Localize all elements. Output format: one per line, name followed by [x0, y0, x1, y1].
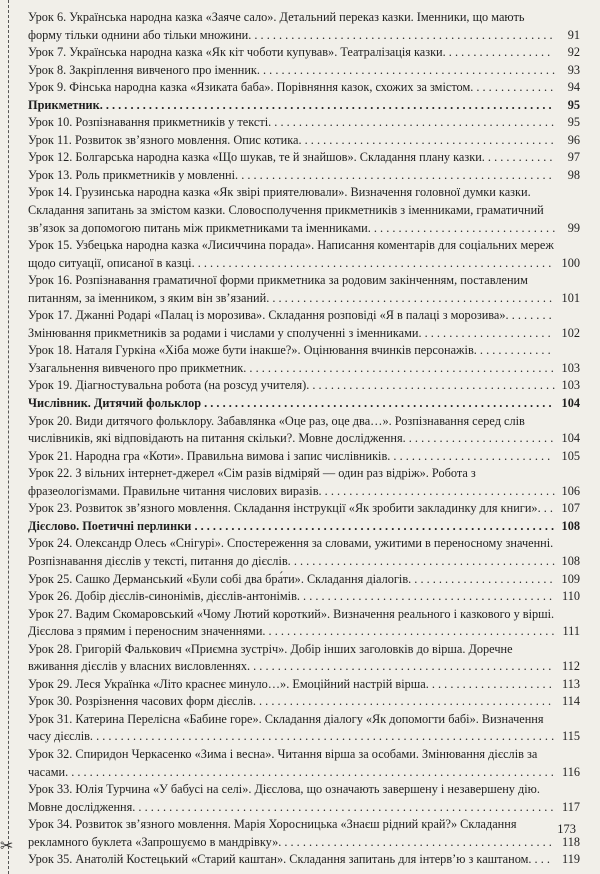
toc-entry: [28, 184, 580, 237]
toc-entry-page: 116: [562, 764, 580, 779]
toc-entry-page: 95: [567, 97, 580, 112]
toc-entry-page: 117: [562, 799, 580, 814]
toc-entry-page: 107: [561, 501, 580, 516]
toc-entry: [28, 851, 580, 869]
toc-entry-page: 100: [561, 255, 580, 270]
toc-entry-page: 101: [561, 290, 580, 305]
toc-entry-title: Узагальнення вивченого про прикметник. . . .: [28, 360, 556, 378]
toc-entry-title: Урок 28. Григорій Фалькович «Приємна зустріч». Добір інших заголовків до вірша. Доречне вживання дієслів у власних висловленнях. . . .: [28, 641, 556, 676]
toc-entry-page: 93: [567, 62, 580, 77]
toc-entry: [28, 641, 580, 676]
scissors-icon: ✂: [0, 836, 14, 855]
toc-entry-page: 109: [561, 571, 580, 586]
toc-entry-page: 92: [567, 45, 580, 60]
toc-entry-title: Урок 33. Юлія Турчина «У бабусі на селі». Дієслова, що означають завершену і незавершену дію. Мовне дослідження. . . .: [28, 781, 556, 816]
toc-entry-title: Урок 9. Фінська народна казка «Язиката баба». Порівняння казок, схожих за змістом. . . .: [28, 79, 556, 97]
toc-entry-title: Урок 6. Українська народна казка «Заяче сало». Детальний переказ казки. Іменники, що мають форму тільки однини або тільки множини. . . .: [28, 9, 556, 44]
toc-entry-page: 103: [561, 360, 580, 375]
toc-entry-title: Урок 16. Розпізнавання граматичної форми прикметника за родовим закінченням, поставленим питанням, за іменником, з яким він зв’язаний. . . .: [28, 272, 556, 307]
toc-entry-title: Урок 21. Народна гра «Коти». Правильна вимова і запис числівників. . . .: [28, 448, 556, 466]
toc-entry-title: Урок 26. Добір дієслів-синонімів, дієслів-антонімів. . . .: [28, 588, 556, 606]
toc-entry: [28, 44, 580, 62]
toc-entry-page: 119: [562, 852, 580, 867]
page-number: 173: [557, 822, 576, 836]
toc-entry-title: Урок 35. Анатолій Костецький «Старий каштан». Складання запитань для інтерв’ю з каштаном. . . .: [28, 851, 556, 869]
toc-entry-page: 102: [561, 325, 580, 340]
toc-entry: [28, 448, 580, 466]
toc-entry-page: 99: [567, 220, 580, 235]
toc-section-heading: [28, 395, 580, 413]
toc-entry: [28, 342, 580, 360]
toc-entry-title: Урок 8. Закріплення вивченого про іменник. . . .: [28, 62, 556, 80]
toc-entry: [28, 816, 580, 851]
toc-entry: [28, 746, 580, 781]
toc-entry: [28, 79, 580, 97]
toc-entry-page: 104: [561, 431, 580, 446]
toc-entry-title: Змінювання прикметників за родами і числами у сполученні з іменниками. . . .: [28, 325, 556, 343]
toc-entry-title: Урок 19. Діагностувальна робота (на розсуд учителя). . . .: [28, 377, 556, 395]
cut-line: [8, 0, 9, 874]
toc-entry-title: Дієслово. Поетичні перлинки . . .: [28, 518, 556, 536]
toc-entry-title: Урок 12. Болгарська народна казка «Що шукав, те й знайшов». Складання плану казки. . . .: [28, 149, 556, 167]
toc-entry-title: Урок 30. Розрізнення часових форм дієслів. . . .: [28, 693, 556, 711]
toc-entry-title: Урок 14. Грузинська народна казка «Як звірі приятелювали». Визначення головної думки казки. Складання запитань за змістом казки. Словосполучення прикметників з іменниками, граматичний зв’язок за допомогою питань між прикметниками та іменниками. . . .: [28, 184, 556, 237]
toc-entry: [28, 711, 580, 746]
toc-entry-page: 108: [561, 518, 580, 533]
toc-entry-title: Урок 24. Олександр Олесь «Снігурі». Спостереження за словами, ужитими в переносному значенні. Розпізнавання дієслів у тексті, питання до дієслів. . . .: [28, 535, 556, 570]
toc-entry: [28, 500, 580, 518]
toc-entry-title: Урок 22. З вільних інтернет-джерел «Сім разів відміряй — один раз відріж». Робота з фразеологізмами. Правильне читання числових виразів. . . .: [28, 465, 556, 500]
toc-entry-page: 111: [562, 624, 580, 639]
toc-entry-page: 114: [562, 694, 580, 709]
toc-entry: [28, 588, 580, 606]
toc-entry: [28, 149, 580, 167]
toc-entry-title: Урок 34. Розвиток зв’язного мовлення. Марія Хоросницька «Знаєш рідний край?» Складання рекламного буклета «Запрошуємо в мандрівку». . . .: [28, 816, 556, 851]
toc-entry: [28, 535, 580, 570]
toc-entry-page: 104: [561, 396, 580, 411]
toc-entry-page: 113: [562, 676, 580, 691]
toc-entry-title: Урок 20. Види дитячого фольклору. Забавлянка «Оце раз, оце два…». Розпізнавання серед слів числівників, які відповідають на питання скільки?. Мовне дослідження. . . .: [28, 413, 556, 448]
toc-entry-page: 110: [562, 589, 580, 604]
toc-entry: [28, 272, 580, 307]
toc-entry-page: 106: [561, 483, 580, 498]
toc-entry-title: Урок 23. Розвиток зв’язного мовлення. Складання інструкції «Як зробити закладинку для книги». . . .: [28, 500, 556, 518]
toc-entry-title: Урок 32. Спиридон Черкасенко «Зима і весна». Читання вірша за особами. Змінювання дієслів за часами. . . .: [28, 746, 556, 781]
toc-entry-title: Урок 18. Наталя Гуркіна «Хіба може бути інакше?». Оцінювання вчинків персонажів. . . .: [28, 342, 556, 360]
toc-entry-title: Числівник. Дитячий фольклор . . .: [28, 395, 556, 413]
toc-entry-title: Урок 25. Сашко Дерманський «Були собі два бра́ти». Складання діалогів. . . .: [28, 571, 556, 589]
toc-entry-title: Урок 17. Джанні Родарі «Палац із морозива». Складання розповіді «Я в палаці з морозива». . . .: [28, 307, 556, 325]
toc-entry-title: Урок 7. Українська народна казка «Як кіт чоботи купував». Театралізація казки. . . .: [28, 44, 556, 62]
toc-entry-page: 115: [562, 729, 580, 744]
toc-entry-title: Прикметник. . . .: [28, 97, 556, 115]
toc-entry: [28, 413, 580, 448]
toc-entry: [28, 167, 580, 185]
toc-entry: [28, 237, 580, 272]
toc-entry-title: Урок 31. Катерина Перелісна «Бабине горе». Складання діалогу «Як допомогти бабі». Визначення часу дієслів. . . .: [28, 711, 556, 746]
toc-entry-page: 108: [561, 553, 580, 568]
toc-entry-page: 95: [567, 115, 580, 130]
toc-entry: [28, 571, 580, 589]
toc-entry: [28, 62, 580, 80]
toc-entry: [28, 307, 580, 325]
toc-entry: [28, 781, 580, 816]
toc-entry-page: 96: [567, 132, 580, 147]
toc-entry-page: 98: [567, 167, 580, 182]
toc-entry-page: 97: [567, 150, 580, 165]
toc-section-heading: [28, 97, 580, 115]
toc-entry-title: Урок 27. Вадим Скомаровський «Чому Лютий короткий». Визначення реального і казкового у вірші. Дієслова з прямим і переносним значеннями. . . .: [28, 606, 556, 641]
toc-entry: [28, 606, 580, 641]
toc-entry-page: 105: [561, 448, 580, 463]
toc-entry: [28, 9, 580, 44]
toc-entry: [28, 377, 580, 395]
table-of-contents: [28, 9, 580, 869]
toc-entry-page: 94: [567, 80, 580, 95]
toc-entry: [28, 132, 580, 150]
toc-entry: [28, 360, 580, 378]
toc-entry-title: Урок 29. Леся Українка «Літо краснеє минуло…». Емоційний настрій вірша. . . .: [28, 676, 556, 694]
toc-entry-title: Урок 15. Узбецька народна казка «Лисиччина порада». Написання коментарів для соціальних мереж щодо ситуації, описаної в казці. . . .: [28, 237, 556, 272]
toc-entry-title: Урок 11. Розвиток зв’язного мовлення. Опис котика. . . .: [28, 132, 556, 150]
toc-entry-page: 118: [562, 834, 580, 849]
toc-entry: [28, 693, 580, 711]
toc-entry-title: Урок 10. Розпізнавання прикметників у тексті. . . .: [28, 114, 556, 132]
toc-entry-page: 103: [561, 378, 580, 393]
toc-entry-page: 112: [562, 659, 580, 674]
toc-entry: [28, 465, 580, 500]
toc-entry: [28, 676, 580, 694]
toc-section-heading: [28, 518, 580, 536]
toc-entry: [28, 114, 580, 132]
toc-entry-title: Урок 13. Роль прикметників у мовленні. . . .: [28, 167, 556, 185]
toc-entry: [28, 325, 580, 343]
toc-entry-page: 91: [567, 27, 580, 42]
